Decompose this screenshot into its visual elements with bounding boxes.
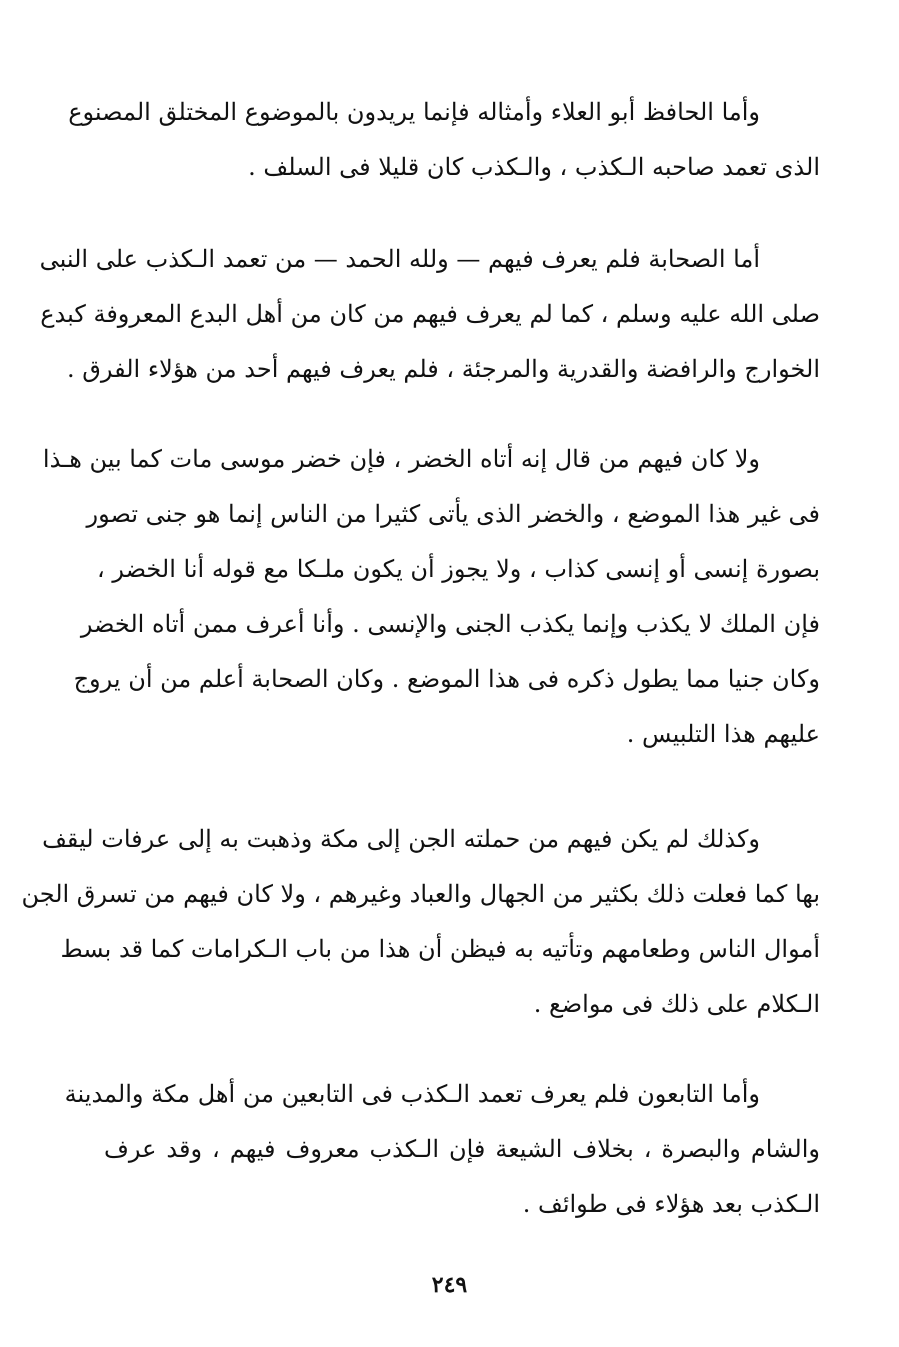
text-line: بها كما فعلت ذلك بكثير من الجهال والعباد وغيرهم ، ولا كان فيهم من تسرق الجن — [21, 880, 820, 908]
text-line: وأما التابعون فلم يعرف تعمد الـكذب فى التابعين من أهل مكة والمدينة — [64, 1080, 760, 1108]
page-number: ٢٤٩ — [431, 1272, 468, 1298]
text-line: أما الصحابة فلم يعرف فيهم — ولله الحمد — من تعمد الـكذب على النبى — [39, 245, 760, 273]
paragraph-4 — [21, 812, 820, 1032]
paragraph-3 — [42, 432, 820, 762]
text-line: الـكذب بعد هؤلاء فى طوائف . — [522, 1190, 820, 1218]
paragraph-1 — [68, 85, 820, 195]
text-line: فى غير هذا الموضع ، والخضر الذى يأتى كثيرا من الناس إنما هو جنى تصور — [86, 500, 820, 528]
text-line: والشام والبصرة ، بخلاف الشيعة فإن الـكذب معروف فيهم ، وقد عرف — [104, 1135, 820, 1163]
text-line: ولا كان فيهم من قال إنه أتاه الخضر ، فإن خضر موسى مات كما بين هـذا — [42, 445, 760, 473]
paragraph-2 — [39, 232, 820, 397]
text-line: الـكلام على ذلك فى مواضع . — [533, 990, 820, 1018]
text-line: وكذلك لم يكن فيهم من حملته الجن إلى مكة وذهبت به إلى عرفات ليقف — [42, 825, 760, 853]
paragraph-5 — [64, 1067, 820, 1232]
text-line: الذى تعمد صاحبه الـكذب ، والـكذب كان قليلا فى السلف . — [248, 153, 820, 181]
text-line: بصورة إنسى أو إنسى كذاب ، ولا يجوز أن يكون ملـكا مع قوله أنا الخضر ، — [97, 555, 820, 583]
text-line: صلى الله عليه وسلم ، كما لم يعرف فيهم من كان من أهل البدع المعروفة كبدع — [40, 300, 820, 328]
text-line: أموال الناس وطعامهم وتأتيه به فيظن أن هذا من باب الـكرامات كما قد بسط — [60, 935, 820, 963]
text-line: وأما الحافظ أبو العلاء وأمثاله فإنما يريدون بالموضوع المختلق المصنوع — [68, 98, 760, 126]
text-line: فإن الملك لا يكذب وإنما يكذب الجنى والإنسى . وأنا أعرف ممن أتاه الخضر — [80, 610, 820, 638]
text-line: الخوارج والرافضة والقدرية والمرجئة ، فلم يعرف فيهم أحد من هؤلاء الفرق . — [66, 355, 820, 383]
text-line: عليهم هذا التلبيس . — [626, 720, 820, 748]
text-line: وكان جنيا مما يطول ذكره فى هذا الموضع . وكان الصحابة أعلم من أن يروج — [73, 665, 820, 693]
